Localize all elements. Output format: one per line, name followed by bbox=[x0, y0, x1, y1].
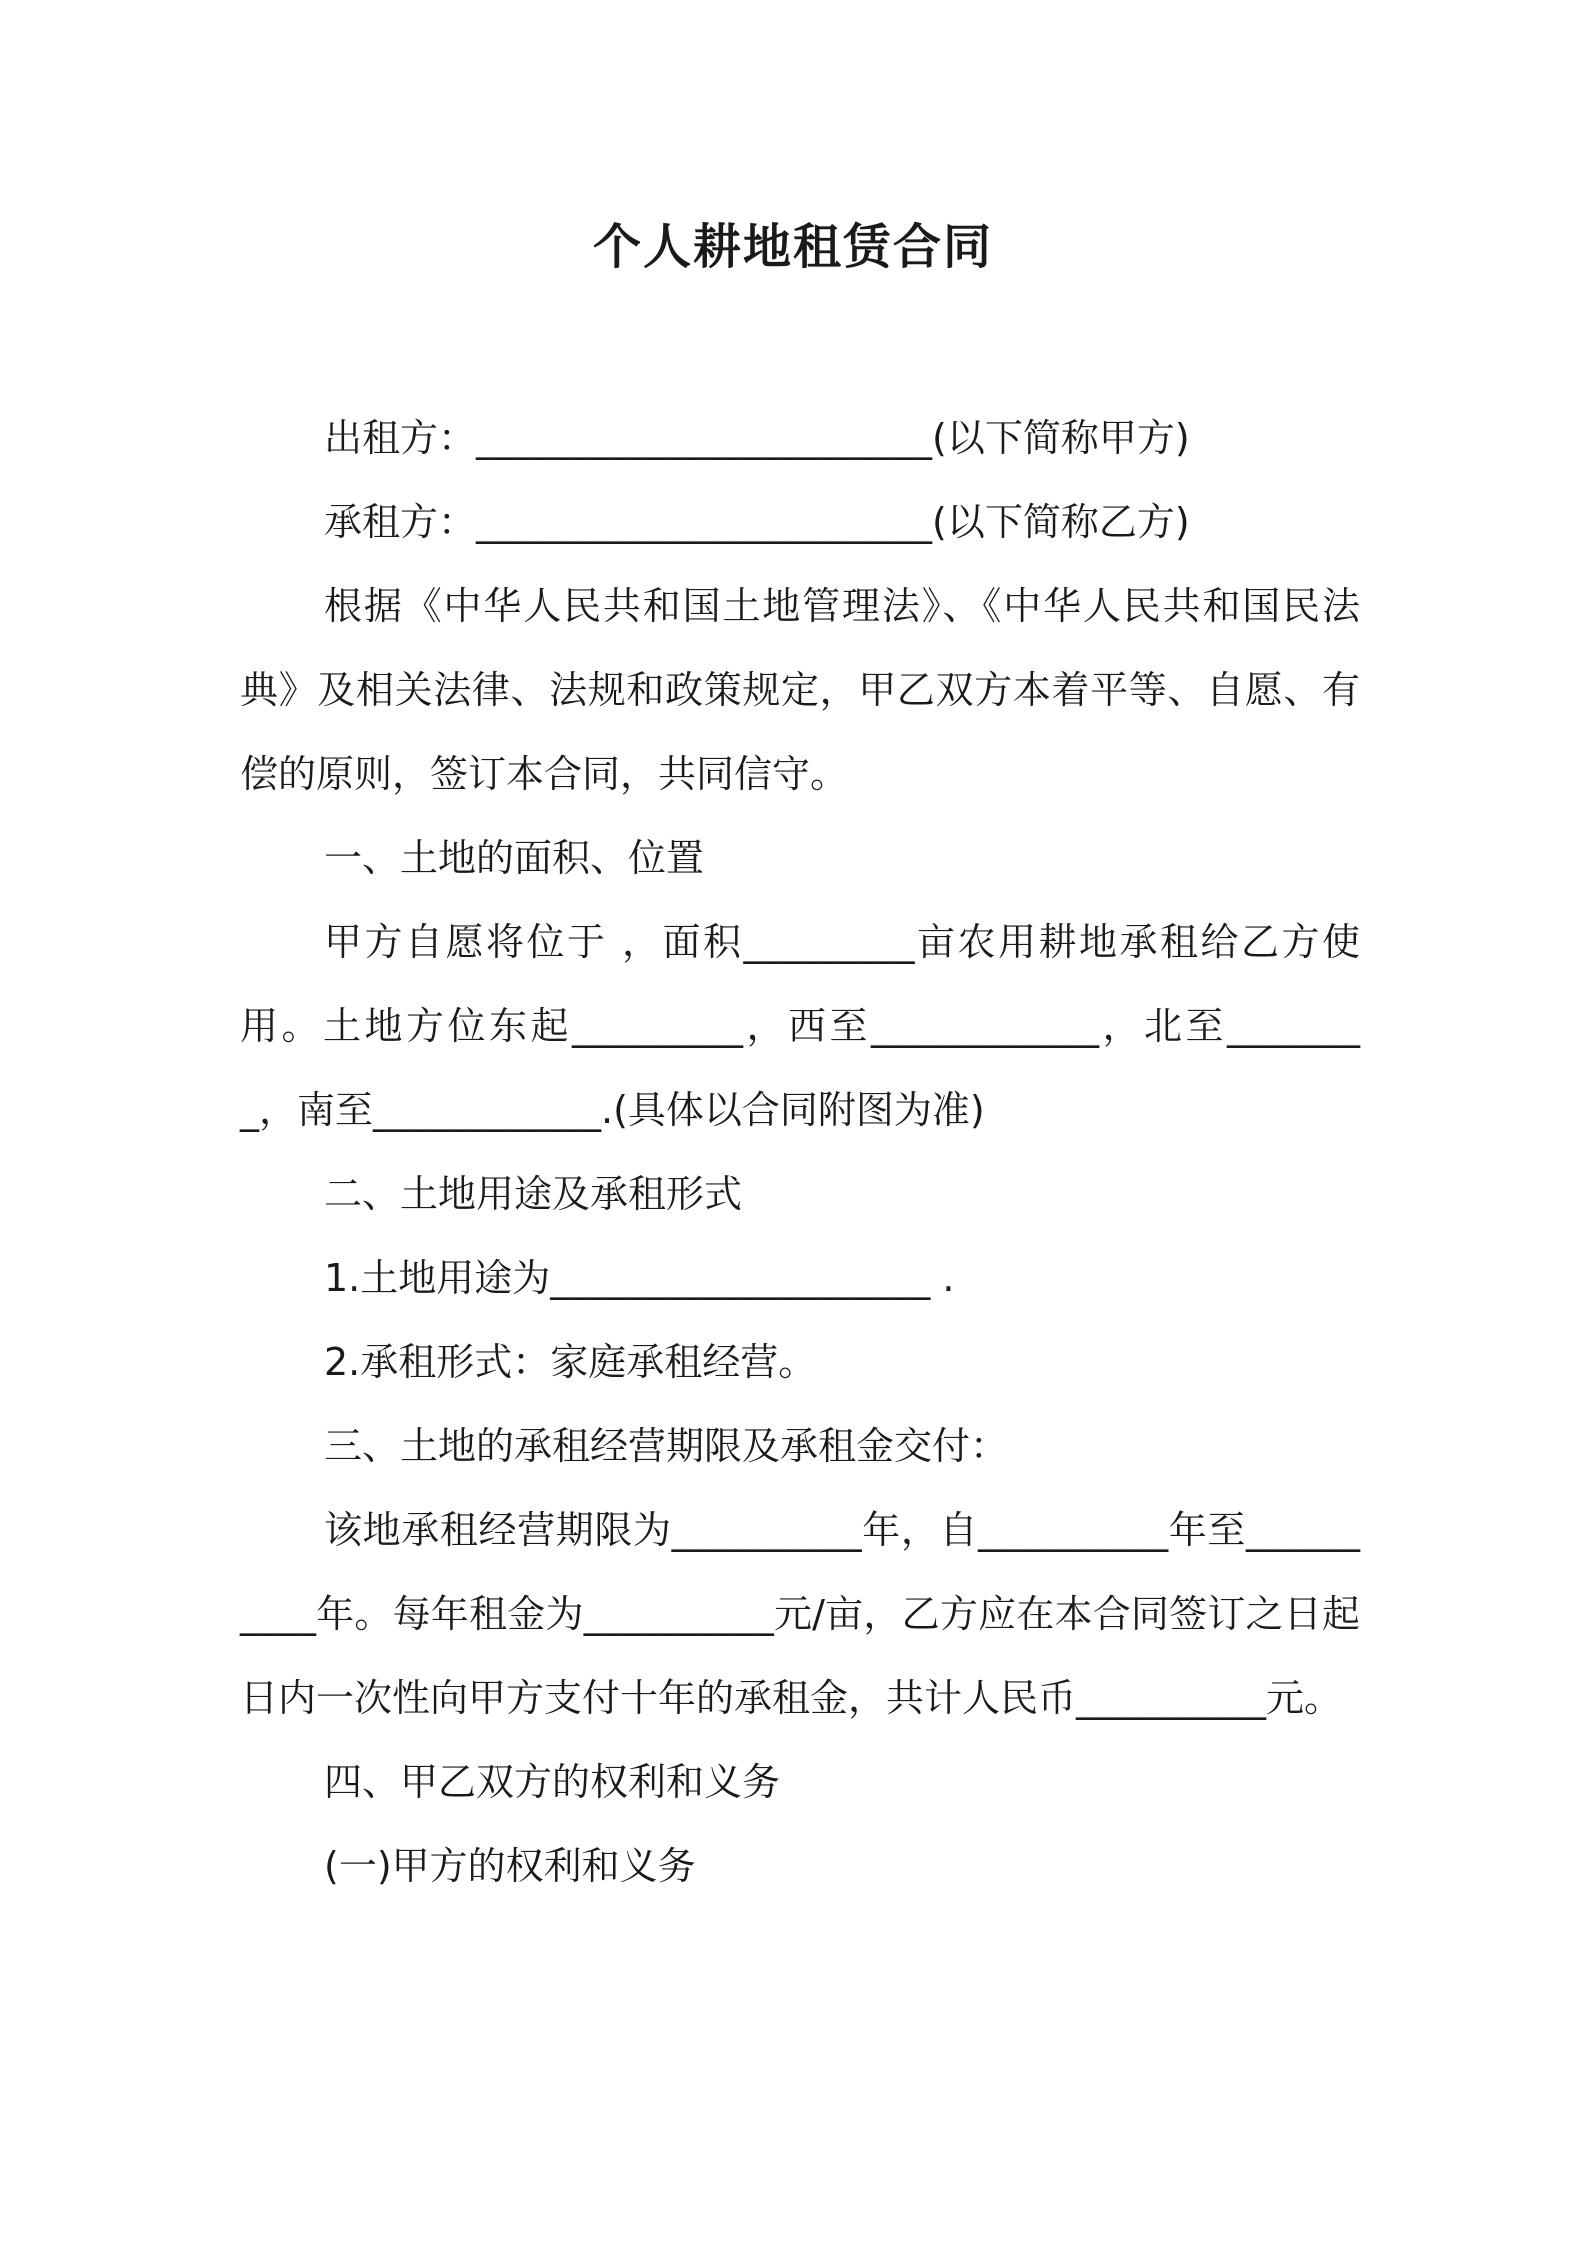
section-heading-2: 二、土地用途及承租形式 bbox=[324, 1172, 743, 1216]
section-heading-3: 三、土地的承租经营期限及承租金交付： bbox=[324, 1424, 1009, 1468]
section-heading-1: 一、土地的面积、位置 bbox=[324, 836, 705, 880]
subsection-heading-party-a: (一)甲方的权利和义务 bbox=[324, 1844, 696, 1888]
paragraph-lessor: 出租方：________________________(以下简称甲方) bbox=[324, 416, 1190, 460]
paragraph-legal-basis: 根据《中华人民共和国土地管理法》、《中华人民共和国民法典》及相关法律、法规和政策规定，甲乙双方本着平等、自愿、有偿的原则，签订本合同，共同信守。 bbox=[240, 584, 1360, 796]
paragraph-lease-form: 2.承租形式：家庭承租经营。 bbox=[324, 1340, 817, 1384]
paragraph-lease-term: 该地承租经营期限为__________年，自__________年至__________年。每年租金为__________元/亩，乙方应在本合同签订之日起 日内一次性向甲方支付十年的承租金，共计人民币__________元。 bbox=[240, 1508, 1360, 1720]
paragraph-lessee: 承租方：________________________(以下简称乙方) bbox=[324, 500, 1190, 544]
paragraph-land-use: 1.土地用途为____________________ . bbox=[324, 1256, 955, 1300]
document-title: 个人耕地租赁合同 bbox=[592, 219, 993, 275]
paragraph-land-location: 甲方自愿将位于 ，面积_________亩农用耕地承租给乙方使用。土地方位东起_________，西至____________，北至________，南至____________.(具体以合同附图为准) bbox=[240, 920, 1360, 1132]
section-heading-4: 四、甲乙双方的权利和义务 bbox=[324, 1760, 781, 1804]
document-body bbox=[240, 396, 1360, 1908]
